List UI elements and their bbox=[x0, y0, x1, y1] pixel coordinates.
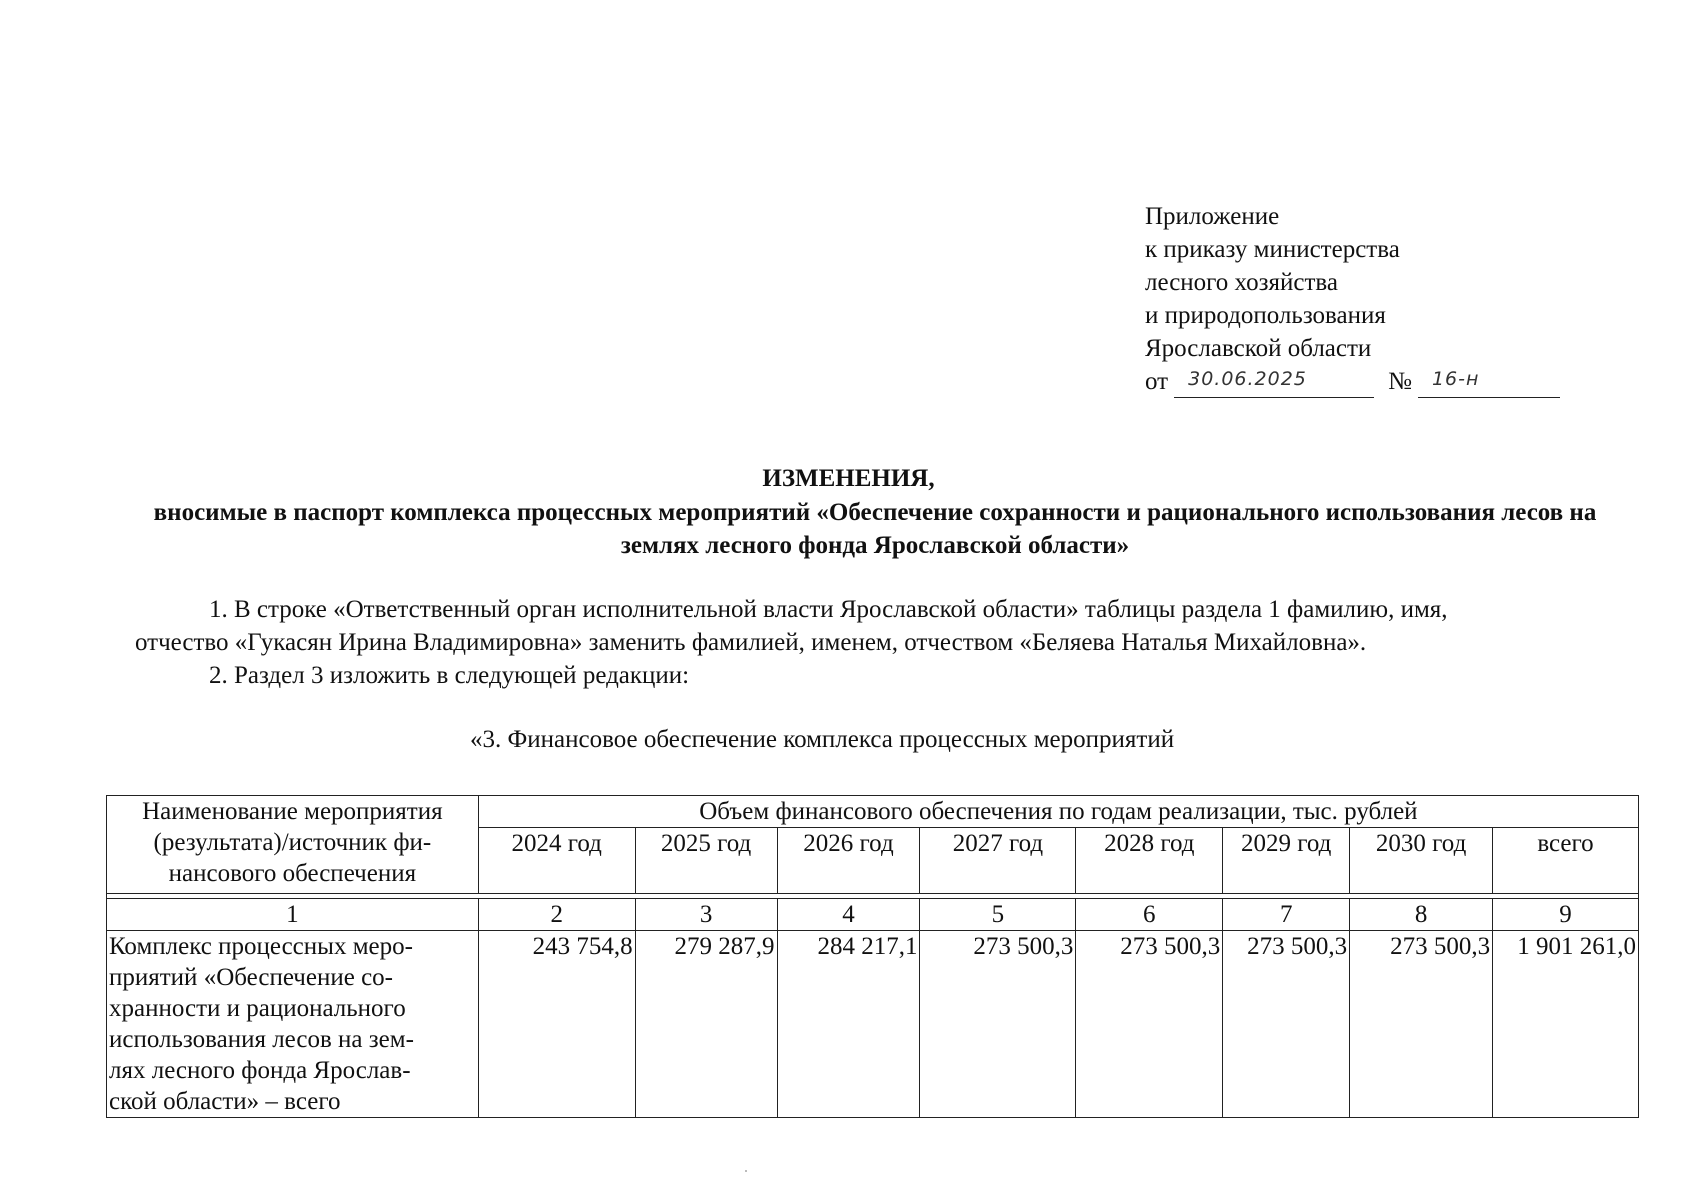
column-header-year: 2024 год bbox=[478, 828, 635, 894]
column-header-name bbox=[107, 796, 479, 894]
column-header-year: 2025 год bbox=[635, 828, 777, 894]
header-line: нансового обеспечения bbox=[168, 860, 417, 887]
value-cell-2024: 243 754,8 bbox=[478, 931, 635, 1118]
row-name-line: Комплекс процессных меро- bbox=[109, 933, 413, 960]
number-label: № bbox=[1388, 368, 1412, 395]
appendix-line: и природопользования bbox=[1145, 302, 1386, 329]
column-number: 3 bbox=[635, 899, 777, 931]
column-number: 4 bbox=[777, 899, 920, 931]
from-label: от bbox=[1145, 368, 1169, 395]
column-header-year: 2027 год bbox=[920, 828, 1076, 894]
column-header-year: 2029 год bbox=[1223, 828, 1350, 894]
column-number: 6 bbox=[1076, 899, 1223, 931]
appendix-line: к приказу министерства bbox=[1145, 236, 1400, 263]
column-number: 7 bbox=[1223, 899, 1350, 931]
value-cell-total: 1 901 261,0 bbox=[1493, 931, 1639, 1118]
column-header-year: 2030 год bbox=[1350, 828, 1493, 894]
order-date-handwritten: 30.06.2025 bbox=[1188, 368, 1307, 390]
row-name-line: использования лесов на зем- bbox=[109, 1026, 414, 1053]
row-name-cell bbox=[107, 931, 479, 1118]
group-header-financing: Объем финансового обеспечения по годам реализации, тыс. рублей bbox=[478, 796, 1638, 828]
appendix-block bbox=[1145, 200, 1560, 398]
column-number: 8 bbox=[1350, 899, 1493, 931]
header-row-1 bbox=[107, 796, 1639, 828]
financing-table bbox=[106, 795, 1639, 1118]
row-name-line: ской области» – всего bbox=[109, 1088, 341, 1115]
column-number: 2 bbox=[478, 899, 635, 931]
order-date-field bbox=[1174, 369, 1374, 398]
paragraph-1-line-2: отчество «Гукасян Ирина Владимировна» заменить фамилией, именем, отчеством «Беляева Наталья Михайловна». bbox=[135, 629, 1367, 656]
value-cell-2028: 273 500,3 bbox=[1076, 931, 1223, 1118]
section-title: «3. Финансовое обеспечение комплекса процессных мероприятий bbox=[470, 726, 1175, 753]
appendix-line: Ярославской области bbox=[1145, 335, 1372, 362]
column-number: 9 bbox=[1493, 899, 1639, 931]
column-number-row bbox=[107, 899, 1639, 931]
value-cell-2026: 284 217,1 bbox=[777, 931, 920, 1118]
order-number-field bbox=[1418, 369, 1560, 398]
header-line: (результата)/источник фи- bbox=[153, 829, 432, 856]
paragraph-1-line-1: 1. В строке «Ответственный орган исполнительной власти Ярославской области» таблицы раздела 1 фамилию, имя, bbox=[209, 596, 1448, 623]
column-header-total: всего bbox=[1493, 828, 1639, 894]
appendix-line: Приложение bbox=[1145, 203, 1280, 230]
order-date-number-line bbox=[1145, 365, 1560, 398]
row-name-line: хранности и рационального bbox=[109, 995, 406, 1022]
row-name-line: приятий «Обеспечение со- bbox=[109, 964, 393, 991]
order-number-handwritten: 16-н bbox=[1431, 368, 1480, 390]
scan-speck bbox=[745, 1170, 747, 1172]
table-row bbox=[107, 931, 1639, 1118]
column-header-year: 2028 год bbox=[1076, 828, 1223, 894]
header-line: Наименование мероприятия bbox=[142, 798, 443, 825]
value-cell-2029: 273 500,3 bbox=[1223, 931, 1350, 1118]
value-cell-2025: 279 287,9 bbox=[635, 931, 777, 1118]
document-title: ИЗМЕНЕНИЯ, bbox=[762, 465, 935, 492]
appendix-line: лесного хозяйства bbox=[1145, 269, 1338, 296]
value-cell-2027: 273 500,3 bbox=[920, 931, 1076, 1118]
paragraph-2: 2. Раздел 3 изложить в следующей редакции: bbox=[209, 662, 690, 689]
column-header-year: 2026 год bbox=[777, 828, 920, 894]
value-cell-2030: 273 500,3 bbox=[1350, 931, 1493, 1118]
column-number: 5 bbox=[920, 899, 1076, 931]
column-number: 1 bbox=[107, 899, 479, 931]
document-subtitle: вносимые в паспорт комплекса процессных мероприятий «Обеспечение сохранности и рационального использования лесов на землях лесного фонда Ярославской области» bbox=[153, 499, 1597, 559]
row-name-line: лях лесного фонда Ярослав- bbox=[109, 1057, 411, 1084]
